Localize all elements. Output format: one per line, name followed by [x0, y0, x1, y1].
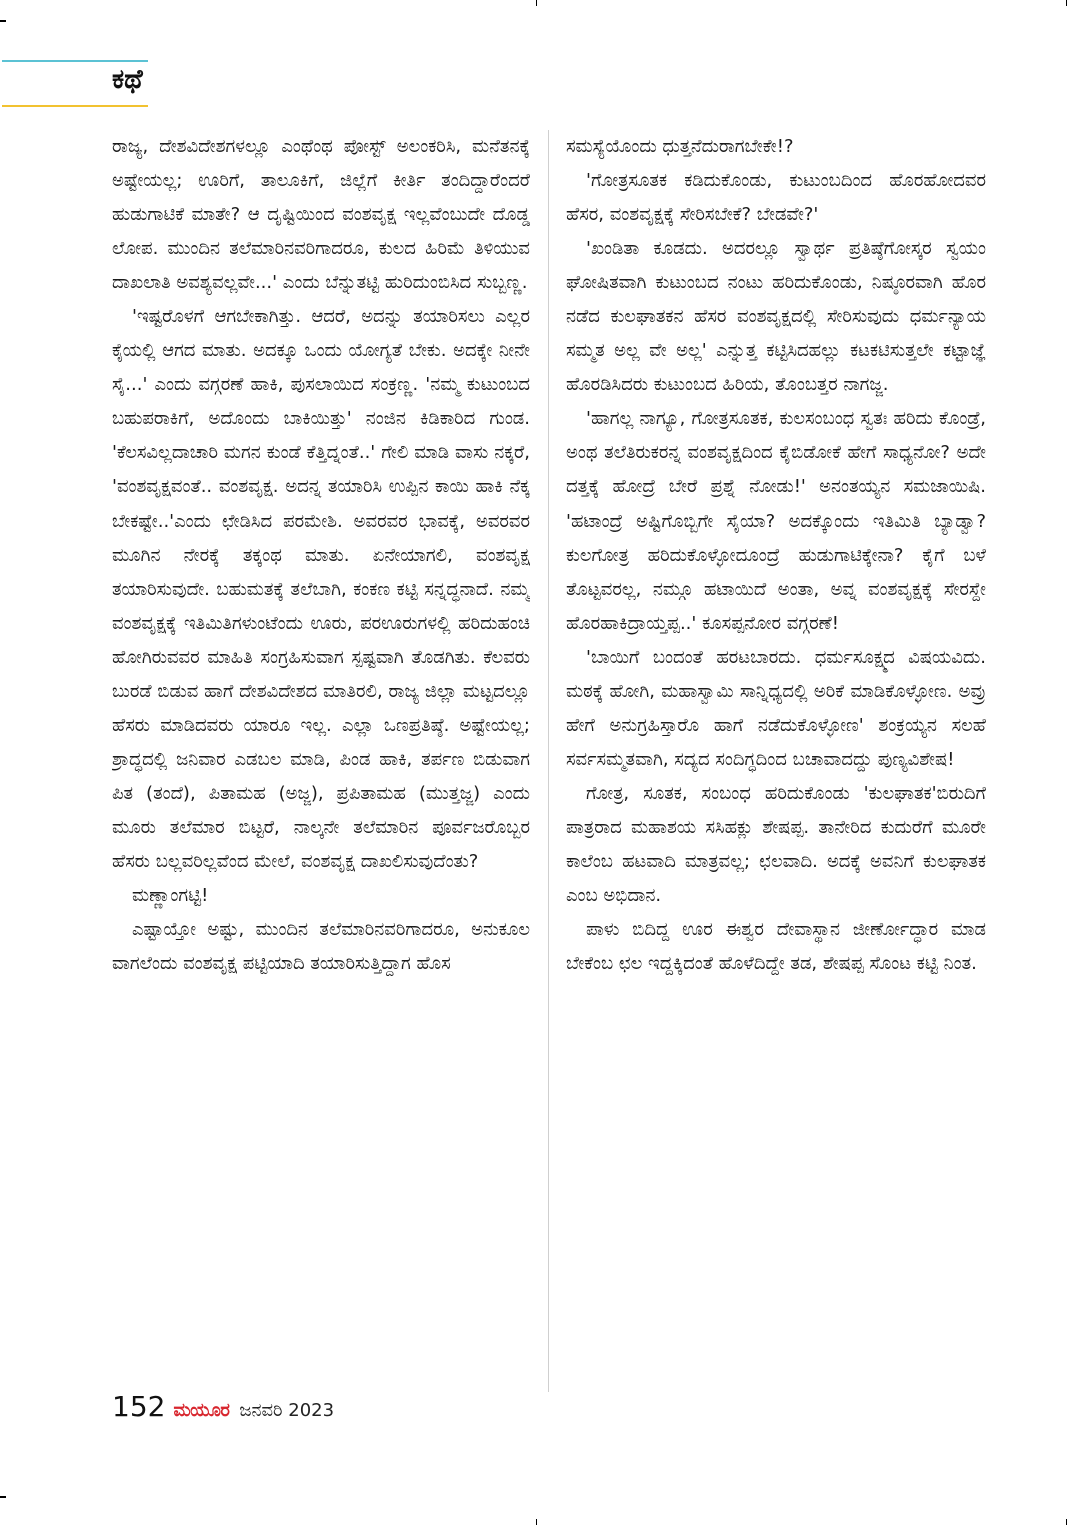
paragraph: ಪಾಳು ಬಿದಿದ್ದ ಊರ ಈಶ್ವರ ದೇವಾಸ್ಥಾನ ಜೀರ್ಣೋದ್ಧಾರ ಮಾಡ ಬೇಕೆಂಬ ಛಲ ಇದ್ದಕ್ಕಿದಂತೆ ಹೊಳೆದಿದ್ದೇ ತಡ, ಶೇಷಪ್ಪ ಸೊಂಟ ಕಟ್ಟಿ ನಿಂತ.: [566, 919, 986, 975]
crop-mark-top-left: [0, 20, 6, 22]
paragraph: ಗೋತ್ರ, ಸೂತಕ, ಸಂಬಂಧ ಹರಿದುಕೊಂಡು 'ಕುಲಘಾತಕ'ಬಿರುದಿಗೆ ಪಾತ್ರರಾದ ಮಹಾಶಯ ಸಸಿಹಕ್ಲು ಶೇಷಪ್ಪ. ತಾನೇರಿದ ಕುದುರೆಗೆ ಮೂರೇ ಕಾಲೆಂಬ ಹಟವಾದಿ ಮಾತ್ರವಲ್ಲ; ಛಲವಾದಿ. ಅದಕ್ಕೆ ಅವನಿಗೆ ಕುಲಘಾತಕ ಎಂಬ ಅಭಿದಾನ.: [566, 782, 986, 907]
magazine-logo: ಮಯೂರ: [173, 1400, 230, 1421]
paragraph: 'ಗೋತ್ರಸೂತಕ ಕಡಿದುಕೊಂಡು, ಕುಟುಂಬದಿಂದ ಹೊರಹೋದವರ ಹೆಸರ, ವಂಶವೃಕ್ಷಕ್ಕೆ ಸೇರಿಸಬೇಕೆ? ಬೇಡವೇ?': [566, 170, 986, 226]
section-rule-top: [2, 60, 148, 62]
paragraph: ಸಮಸ್ಯೆಯೊಂದು ಧುತ್ತನೆದುರಾಗಬೇಕೇ!?: [566, 136, 794, 157]
paragraph: ಎಷ್ಟಾಯ್ತೋ ಅಷ್ಟು, ಮುಂದಿನ ತಲೆಮಾರಿನವರಿಗಾದರೂ, ಅನುಕೂಲ ವಾಗಲೆಂದು ವಂಶವೃಕ್ಷ ಪಟ್ಟಿಯಾದಿ ತಯಾರಿಸುತ್ತಿದ್ದಾಗ ಹೊಸ: [112, 919, 530, 975]
paragraph: ರಾಜ್ಯ, ದೇಶವಿದೇಶಗಳಲ್ಲೂ ಎಂಥೆಂಥ ಪೋಸ್ಟ್ ಅಲಂಕರಿಸಿ, ಮನೆತನಕ್ಕೆ ಅಷ್ಟೇಯಲ್ಲ; ಊರಿಗೆ, ತಾಲೂಕಿಗೆ, ಜಿಲ್ಲೆಗೆ ಕೀರ್ತಿ ತಂದಿದ್ದಾರೆಂದರೆ ಹುಡುಗಾಟಿಕೆ ಮಾತೇ? ಆ ದೃಷ್ಟಿಯಿಂದ ವಂಶವೃಕ್ಷ ಇಲ್ಲವೆಂಬುದೇ ದೊಡ್ಡ ಲೋಪ. ಮುಂದಿನ ತಲೆಮಾರಿನವರಿಗಾದರೂ, ಕುಲದ ಹಿರಿಮೆ ತಿಳಿಯುವ ದಾಖಲಾತಿ ಅವಶ್ಯವಲ್ಲವೇ...' ಎಂದು ಬೆನ್ನುತಟ್ಟಿ ಹುರಿದುಂಬಿಸಿದ ಸುಬ್ಬಣ್ಣ.: [112, 136, 530, 294]
crop-mark-bottom-center: [536, 1519, 537, 1525]
section-title: ಕಥೆ: [112, 64, 143, 95]
crop-mark-bottom-right: [1066, 1519, 1067, 1525]
page-footer: [112, 1390, 334, 1423]
crop-mark-bottom-left: [0, 1496, 6, 1498]
issue-date: ಜನವರಿ 2023: [239, 1400, 335, 1421]
crop-mark-top-right: [1066, 0, 1067, 6]
paragraph: 'ಇಷ್ಟರೊಳಗೆ ಆಗಬೇಕಾಗಿತ್ತು. ಆದರೆ, ಅದನ್ನು ತಯಾರಿಸಲು ಎಲ್ಲರ ಕೈಯಲ್ಲಿ ಆಗದ ಮಾತು. ಅದಕ್ಕೂ ಒಂದು ಯೋಗ್ಯತೆ ಬೇಕು. ಅದಕ್ಕೇ ನೀನೇ ಸೈ...' ಎಂದು ವಗ್ಗರಣೆ ಹಾಕಿ, ಪುಸಲಾಯಿದ ಸಂಕ್ರಣ್ಣ. 'ನಮ್ಮ ಕುಟುಂಬದ ಬಹುಪರಾಕಿಗೆ, ಅದೊಂದು ಬಾಕಿಯಿತ್ತು' ನಂಜಿನ ಕಿಡಿಕಾರಿದ ಗುಂಡ. 'ಕೆಲಸವಿಲ್ಲದಾಚಾರಿ ಮಗನ ಕುಂಡೆ ಕೆತ್ತಿದ್ನಂತೆ..' ಗೇಲಿ ಮಾಡಿ ವಾಸು ನಕ್ಕರೆ, 'ವಂಶವೃಕ್ಷವಂತೆ.. ವಂಶವೃಕ್ಷ. ಅದನ್ನ ತಯಾರಿಸಿ ಉಪ್ಪಿನ ಕಾಯಿ ಹಾಕಿ ನೆಕ್ಕ ಬೇಕಷ್ಟೇ..'ಎಂದು ಛೇಡಿಸಿದ ಪರಮೇಶಿ. ಅವರವರ ಭಾವಕ್ಕೆ, ಅವರವರ ಮೂಗಿನ ನೇರಕ್ಕೆ ತಕ್ಕಂಥ ಮಾತು. ಏನೇಯಾಗಲಿ, ವಂಶವೃಕ್ಷ ತಯಾರಿಸುವುದೇ. ಬಹುಮತಕ್ಕೆ ತಲೆಬಾಗಿ, ಕಂಕಣ ಕಟ್ಟಿ ಸನ್ನದ್ಧನಾದೆ. ನಮ್ಮ ವಂಶವೃಕ್ಷಕ್ಕೆ ಇತಿಮಿತಿಗಳುಂಟೆಂದು ಊರು, ಪರಊರುಗಳಲ್ಲಿ ಹರಿದುಹಂಚಿ ಹೋಗಿರುವವರ ಮಾಹಿತಿ ಸಂಗ್ರಹಿಸುವಾಗ ಸ್ಪಷ್ಟವಾಗಿ ತೊಡಗಿತು. ಕೆಲವರು ಬುರಡೆ ಬಿಡುವ ಹಾಗೆ ದೇಶವಿದೇಶದ ಮಾತಿರಲಿ, ರಾಜ್ಯ ಜಿಲ್ಲಾ ಮಟ್ಟದಲ್ಲೂ ಹೆಸರು ಮಾಡಿದವರು ಯಾರೂ ಇಲ್ಲ. ಎಲ್ಲಾ ಒಣಪ್ರತಿಷ್ಠೆ. ಅಷ್ಟೇಯಲ್ಲ; ಶ್ರಾದ್ಧದಲ್ಲಿ ಜನಿವಾರ ಎಡಬಲ ಮಾಡಿ, ಪಿಂಡ ಹಾಕಿ, ತರ್ಪಣ ಬಿಡುವಾಗ ಪಿತ (ತಂದೆ), ಪಿತಾಮಹ (ಅಜ್ಜ), ಪ್ರಪಿತಾಮಹ (ಮುತ್ತಜ್ಜ) ಎಂದು ಮೂರು ತಲೆಮಾರ ಬಿಟ್ಟರೆ, ನಾಲ್ಕನೇ ತಲೆಮಾರಿನ ಪೂರ್ವಜರೊಬ್ಬರ ಹೆಸರು ಬಲ್ಲವರಿಲ್ಲವೆಂದ ಮೇಲೆ, ವಂಶವೃಕ್ಷ ದಾಖಲಿಸುವುದೆಂತು?: [112, 306, 530, 872]
paragraph: 'ಬಾಯಿಗೆ ಬಂದಂತೆ ಹರಟಬಾರದು. ಧರ್ಮಸೂಕ್ಷ್ಮದ ವಿಷಯವಿದು. ಮಠಕ್ಕೆ ಹೋಗಿ, ಮಹಾಸ್ವಾಮಿ ಸಾನ್ನಿಧ್ಯದಲ್ಲಿ ಅರಿಕೆ ಮಾಡಿಕೊಳ್ಳೋಣ. ಅವ್ರು ಹೇಗೆ ಅನುಗ್ರಹಿಸ್ತಾರೊ ಹಾಗೆ ನಡೆದುಕೊಳ್ಳೋಣ' ಶಂಕ್ರಯ್ಯನ ಸಲಹೆ ಸರ್ವಸಮ್ಮತವಾಗಿ, ಸದ್ಯದ ಸಂದಿಗ್ಧದಿಂದ ಬಚಾವಾದದ್ದು ಪುಣ್ಯವಿಶೇಷ!: [566, 646, 986, 770]
paragraph: 'ಹಾಗಲ್ಲ ನಾಗ್ಯೂ, ಗೋತ್ರಸೂತಕ, ಕುಲಸಂಬಂಧ ಸ್ವತಃ ಹರಿದು ಕೊಂಡ್ರೆ, ಅಂಥ ತಲೆತಿರುಕರನ್ನ ವಂಶವೃಕ್ಷದಿಂದ ಕೈಬಿಡೋಕೆ ಹೇಗೆ ಸಾಧ್ಯನೋ? ಅದೇ ದತ್ತಕ್ಕೆ ಹೋದ್ರೆ ಬೇರೆ ಪ್ರಶ್ನೆ ನೋಡು!' ಅನಂತಯ್ಯನ ಸಮಜಾಯಿಷಿ. 'ಹಟಾಂದ್ರೆ ಅಷ್ಟಿಗೊಬ್ಬಿಗೇ ಸೈಯಾ? ಅದಕ್ಕೊಂದು ಇತಿಮಿತಿ ಬ್ಯಾಡ್ವಾ? ಕುಲಗೋತ್ರ ಹರಿದುಕೊಳ್ಳೋದೂಂದ್ರೆ ಹುಡುಗಾಟಿಕ್ಕೇನಾ? ಕೈಗೆ ಬಳೆ ತೊಟ್ಟವರಲ್ಲ, ನಮ್ಗೂ ಹಟಾಯಿದೆ ಅಂತಾ, ಅವ್ನ ವಂಶವೃಕ್ಷಕ್ಕೆ ಸೇರಸ್ದೇ ಹೊರಹಾಕಿದ್ರಾಯ್ತಪ್ಪ..' ಕೂಸಪ್ಪನೋರ ವಗ್ಗರಣೆ!: [566, 408, 986, 634]
paragraph: 'ಖಂಡಿತಾ ಕೂಡದು. ಅದರಲ್ಲೂ ಸ್ವಾರ್ಥ ಪ್ರತಿಷ್ಠೆಗೋಸ್ಕರ ಸ್ವಯಂ ಘೋಷಿತವಾಗಿ ಕುಟುಂಬದ ನಂಟು ಹರಿದುಕೊಂಡು, ನಿಷ್ಠೂರವಾಗಿ ಹೊರ ನಡೆದ ಕುಲಘಾತಕನ ಹೆಸರ ವಂಶವೃಕ್ಷದಲ್ಲಿ ಸೇರಿಸುವುದು ಧರ್ಮನ್ಯಾಯ ಸಮ್ಮತ ಅಲ್ಲ ವೇ ಅಲ್ಲ' ಎನ್ನುತ್ತ ಕಟ್ಟಿಸಿದಹಲ್ಲು ಕಟಕಟಿಸುತ್ತಲೇ ಕಟ್ಟಾಜ್ಞೆ ಹೊರಡಿಸಿದರು ಕುಟುಂಬದ ಹಿರಿಯ, ತೊಂಬತ್ತರ ನಾಗಜ್ಜ.: [566, 238, 986, 396]
paragraph: ಮಣ್ಣಾಂಗಟ್ಟಿ!: [132, 885, 209, 907]
crop-mark-top-center: [536, 0, 537, 6]
story-column-left: [112, 130, 530, 1400]
section-rule-bottom: [2, 105, 148, 107]
column-divider: [548, 130, 549, 1392]
page-number: 152: [112, 1390, 166, 1423]
story-column-right: [566, 130, 986, 1400]
